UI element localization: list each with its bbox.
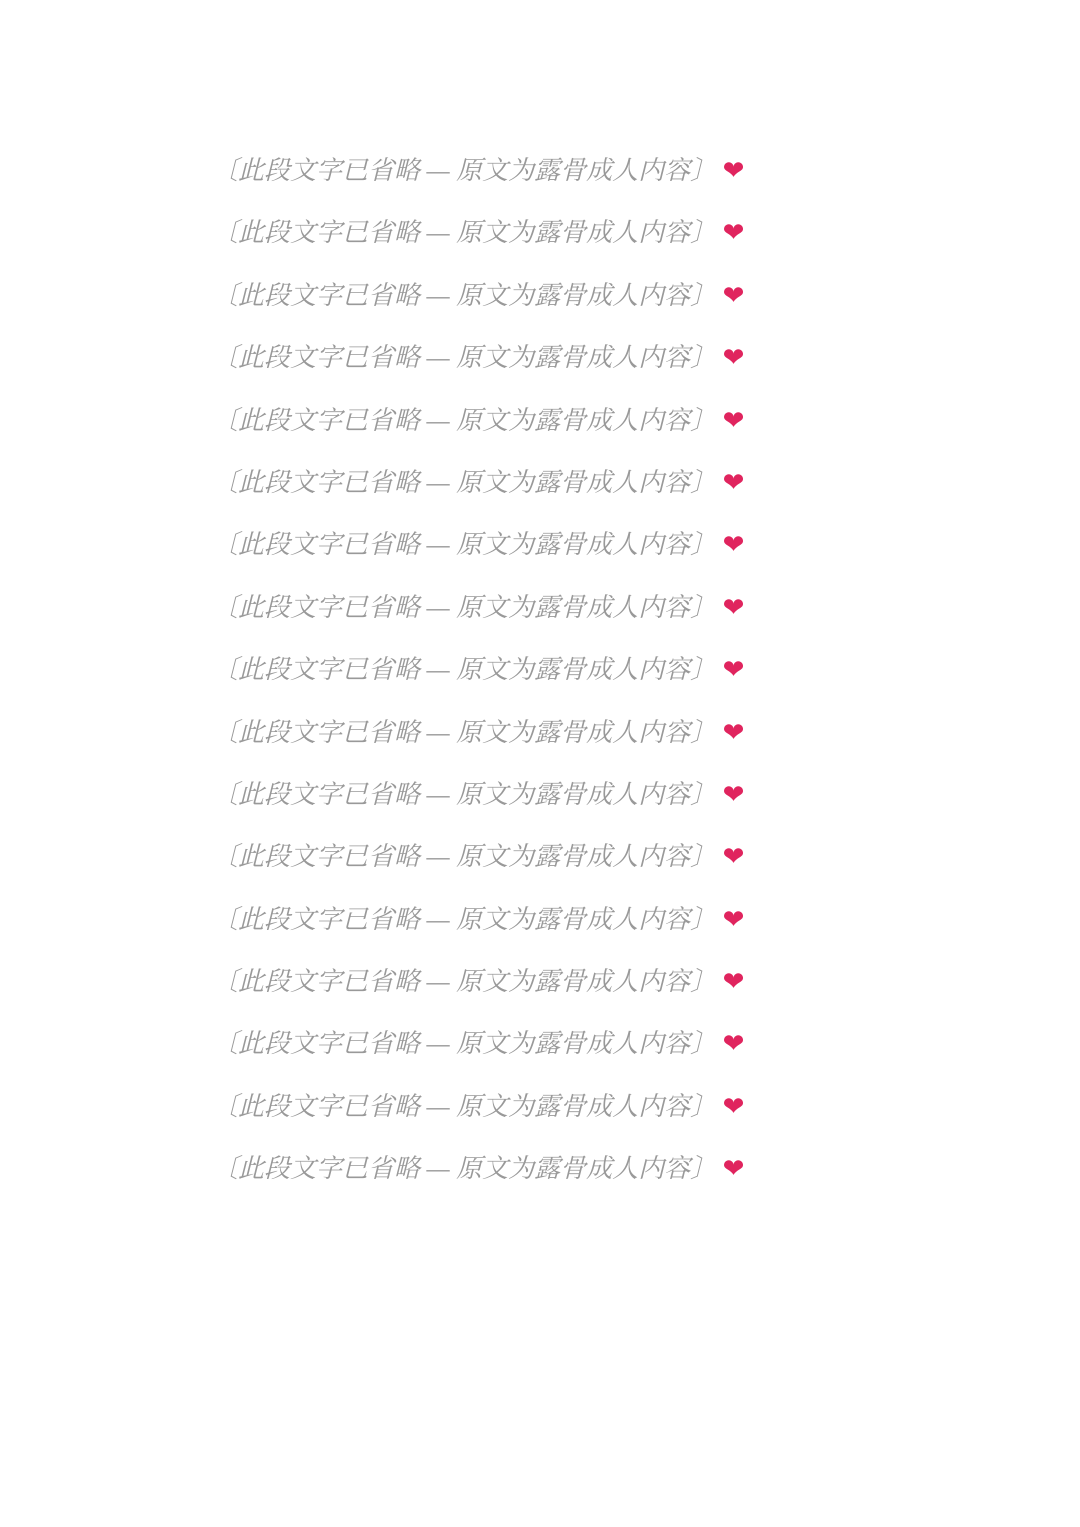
redacted-paragraph: 〔此段文字已省略 — 原文为露骨成人内容〕 ❤ [212, 218, 745, 248]
redacted-paragraph: 〔此段文字已省略 — 原文为露骨成人内容〕 ❤ [212, 779, 745, 809]
heart-icon: ❤ [716, 779, 745, 809]
heart-icon: ❤ [716, 218, 745, 248]
redacted-paragraph: 〔此段文字已省略 — 原文为露骨成人内容〕 ❤ [212, 280, 745, 310]
redacted-paragraph: 〔此段文字已省略 — 原文为露骨成人内容〕 ❤ [212, 1029, 745, 1059]
redacted-paragraph: 〔此段文字已省略 — 原文为露骨成人内容〕 ❤ [212, 1091, 745, 1121]
heart-icon: ❤ [716, 717, 745, 747]
redacted-paragraph: 〔此段文字已省略 — 原文为露骨成人内容〕 ❤ [212, 592, 745, 622]
redacted-paragraph: 〔此段文字已省略 — 原文为露骨成人内容〕 ❤ [212, 717, 745, 747]
heart-icon: ❤ [716, 467, 745, 497]
heart-icon: ❤ [716, 1091, 745, 1121]
redacted-paragraph: 〔此段文字已省略 — 原文为露骨成人内容〕 ❤ [212, 156, 745, 185]
redacted-paragraph: 〔此段文字已省略 — 原文为露骨成人内容〕 ❤ [212, 904, 745, 934]
redacted-paragraph: 〔此段文字已省略 — 原文为露骨成人内容〕 ❤ [212, 405, 745, 435]
heart-icon: ❤ [716, 904, 745, 934]
redacted-paragraph: 〔此段文字已省略 — 原文为露骨成人内容〕 ❤ [212, 655, 745, 685]
heart-icon: ❤ [716, 405, 745, 435]
redacted-paragraph: 〔此段文字已省略 — 原文为露骨成人内容〕 ❤ [212, 467, 745, 497]
heart-icon: ❤ [716, 592, 745, 622]
heart-icon: ❤ [716, 280, 745, 310]
heart-icon: ❤ [716, 530, 745, 560]
heart-icon: ❤ [716, 1154, 745, 1184]
redacted-paragraph: 〔此段文字已省略 — 原文为露骨成人内容〕 ❤ [212, 842, 745, 872]
heart-icon: ❤ [716, 655, 745, 685]
redacted-paragraph: 〔此段文字已省略 — 原文为露骨成人内容〕 ❤ [212, 530, 745, 560]
redacted-paragraph: 〔此段文字已省略 — 原文为露骨成人内容〕 ❤ [212, 343, 745, 373]
redacted-paragraph: 〔此段文字已省略 — 原文为露骨成人内容〕 ❤ [212, 1154, 745, 1184]
redacted-paragraph: 〔此段文字已省略 — 原文为露骨成人内容〕 ❤ [212, 967, 745, 997]
heart-icon: ❤ [716, 343, 745, 373]
heart-icon: ❤ [716, 1029, 745, 1059]
heart-icon: ❤ [716, 967, 745, 997]
paragraph-list [160, 140, 920, 1201]
heart-icon: ❤ [716, 156, 745, 185]
heart-icon: ❤ [716, 842, 745, 872]
